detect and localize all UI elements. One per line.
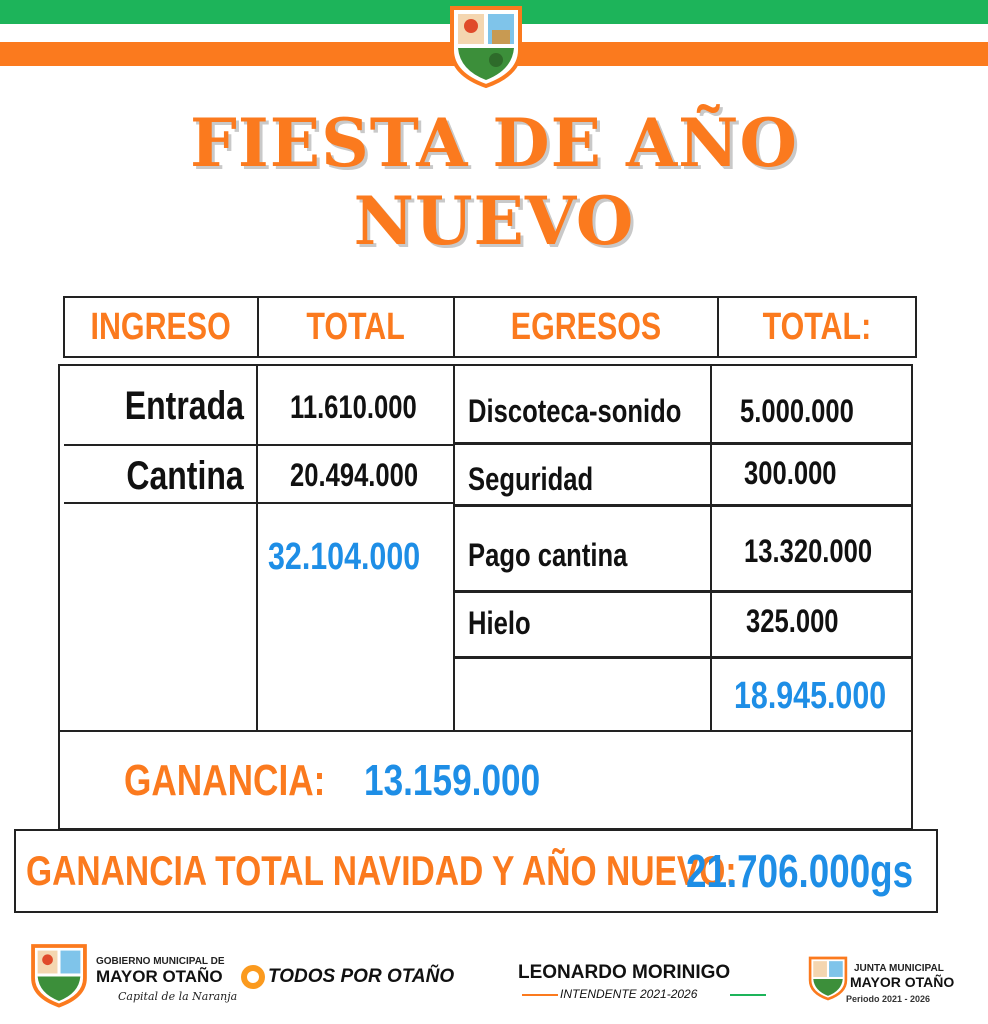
junta-line3: Periodo 2021 - 2026	[846, 994, 931, 1004]
accent-line	[522, 994, 558, 996]
row-divider	[453, 442, 913, 445]
ingreso-value-entrada: 11.610.000	[290, 388, 417, 425]
col-header-ingreso: INGRESO	[90, 305, 232, 348]
ingreso-value-cantina: 20.494.000	[290, 456, 419, 493]
page-title-line2: NUEVO	[353, 182, 635, 260]
ingresos-total: 32.104.000	[268, 535, 421, 578]
ingreso-label-entrada: Entrada	[124, 383, 244, 428]
column-divider	[256, 366, 258, 730]
table-header-row	[63, 296, 917, 358]
ganancia-total-label: GANANCIA TOTAL NAVIDAD Y AÑO NUEVO:	[26, 847, 737, 894]
col-header-total-egresos: TOTAL:	[762, 305, 872, 348]
ganancia-total-box	[14, 829, 938, 913]
egreso-value-hielo: 325.000	[746, 602, 839, 639]
ganancia-label: GANANCIA:	[124, 756, 326, 805]
page-title-line1: FIESTA DE AÑO	[190, 104, 798, 182]
accent-line	[730, 994, 766, 996]
junta-line1: JUNTA MUNICIPAL	[854, 963, 944, 974]
egreso-label-discoteca: Discoteca-sonido	[468, 392, 682, 429]
egreso-value-seguridad: 300.000	[744, 454, 837, 491]
accounts-table	[58, 364, 913, 830]
egreso-label-hielo: Hielo	[468, 604, 531, 641]
gov-line3: Capital de la Naranja	[118, 990, 238, 1003]
ganancia-total-value: 21.706.000gs	[686, 845, 914, 897]
row-divider	[453, 656, 913, 659]
row-divider	[64, 444, 454, 446]
col-header-total: TOTAL	[306, 305, 406, 348]
row-divider	[453, 504, 913, 507]
col-header-egresos: EGRESOS	[510, 305, 662, 348]
mayor-name: LEONARDO MORINIGO	[518, 962, 731, 983]
row-divider	[453, 590, 913, 593]
junta-line2: MAYOR OTAÑO	[850, 974, 955, 990]
gobierno-crest-icon	[30, 942, 88, 1008]
gov-line2: MAYOR OTAÑO	[96, 967, 223, 986]
egresos-total: 18.945.000	[734, 674, 887, 717]
sun-logo-icon	[240, 964, 266, 990]
slogan: TODOS POR OTAÑO	[268, 966, 455, 987]
junta-crest-icon	[808, 954, 848, 1002]
ingreso-label-cantina: Cantina	[126, 453, 244, 498]
gov-line1: GOBIERNO MUNICIPAL DE	[96, 956, 225, 967]
egreso-value-pago-cantina: 13.320.000	[744, 532, 873, 569]
mayor-title: INTENDENTE 2021-2026	[560, 987, 698, 1001]
egreso-value-discoteca: 5.000.000	[740, 392, 854, 429]
row-divider	[60, 730, 911, 732]
egreso-label-pago-cantina: Pago cantina	[468, 536, 628, 573]
municipal-crest-icon	[448, 4, 524, 88]
egreso-label-seguridad: Seguridad	[468, 460, 594, 497]
ganancia-value: 13.159.000	[364, 756, 541, 805]
footer	[0, 936, 988, 1016]
